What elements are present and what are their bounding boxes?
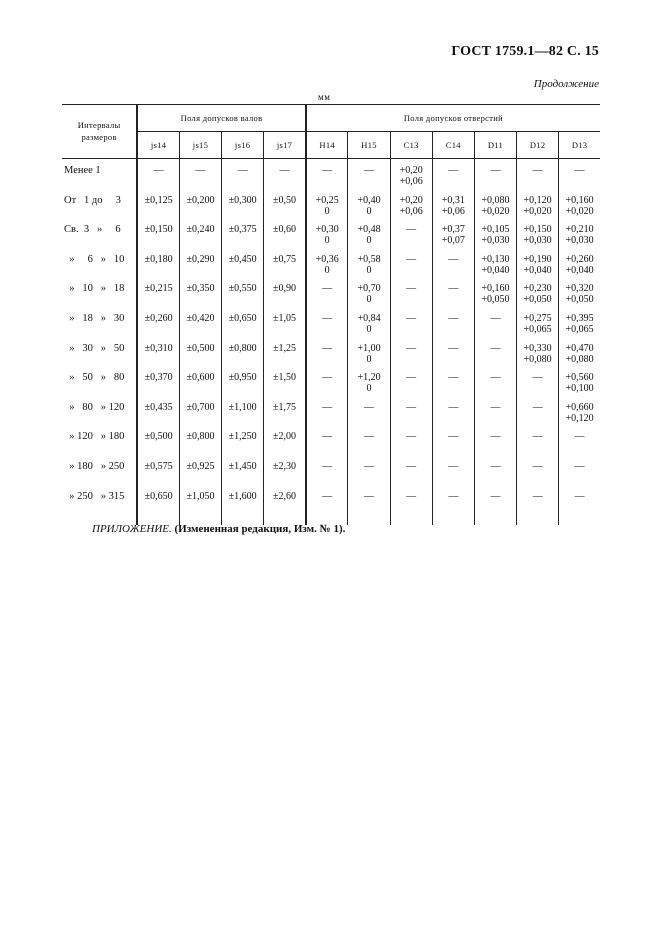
- shaft-tolerance-group-header: Поля допусков валов: [137, 105, 306, 132]
- column-header-js16: js16: [222, 132, 264, 159]
- tolerance-cell-h14: —: [306, 402, 348, 432]
- tolerance-cell-h14: +0,36 0: [306, 254, 348, 284]
- tolerance-cell-d12: +0,275 +0,065: [517, 313, 559, 343]
- tolerance-cell-d12: +0,150 +0,030: [517, 224, 559, 254]
- tolerance-cell-d13: +0,660 +0,120: [565, 401, 594, 424]
- tolerance-cell-d12: —: [517, 491, 559, 525]
- tolerance-cell-d11: —: [474, 461, 516, 491]
- tolerance-cell-h15: +0,70 0: [348, 283, 390, 313]
- tolerance-cell-h14: —: [306, 461, 348, 491]
- tolerance-cell-c14: —: [432, 283, 474, 313]
- tolerance-cell-c13: —: [390, 431, 432, 461]
- tolerance-cell-js16: ±0,375: [222, 224, 264, 254]
- tolerance-cell-js15: ±0,290: [179, 254, 221, 284]
- tolerance-cell-d12: +0,120 +0,020: [517, 195, 559, 225]
- tolerance-cell-c14: —: [432, 313, 474, 343]
- tolerance-cell-c13: +0,20 +0,06: [390, 195, 432, 225]
- tolerance-cell-d12: —: [517, 402, 559, 432]
- column-header-c13: C13: [390, 132, 432, 159]
- tolerance-cell-d12: —: [517, 372, 559, 402]
- tolerance-cell-js15: ±0,200: [179, 195, 221, 225]
- tolerance-cell-d12: —: [517, 461, 559, 491]
- size-interval-cell: » 120 » 180: [62, 431, 137, 461]
- column-header-d11: D11: [474, 132, 516, 159]
- column-header-js17: js17: [264, 132, 306, 159]
- tolerance-cell-js14: ±0,575: [137, 461, 179, 491]
- tolerance-cell-js14: ±0,310: [137, 343, 179, 373]
- tolerance-cell-js14: ±0,435: [137, 402, 179, 432]
- tolerance-cell-c14: +0,37 +0,07: [432, 224, 474, 254]
- tolerance-cell-js16: ±0,800: [222, 343, 264, 373]
- column-header-d13: D13: [559, 132, 600, 159]
- tolerance-cell-d13: +0,210 +0,030: [565, 224, 594, 247]
- size-interval-cell: » 250 » 315: [62, 491, 137, 525]
- continuation-label: Продолжение: [533, 78, 599, 90]
- table-row: [62, 343, 600, 373]
- tolerance-cell-d13: —: [574, 460, 585, 472]
- tolerance-cell-js15: ±0,500: [179, 343, 221, 373]
- tolerance-cell-c13: —: [390, 343, 432, 373]
- page-title: ГОСТ 1759.1—82 С. 15: [451, 44, 599, 59]
- tolerance-cell-js16: ±1,250: [222, 431, 264, 461]
- tolerance-cell-d11: —: [474, 491, 516, 525]
- tolerance-cell-d13: +0,560 +0,100: [565, 372, 594, 395]
- tolerance-cell-c13: —: [390, 224, 432, 254]
- tolerance-cell-js17: ±0,60: [264, 224, 306, 254]
- tolerance-cell-js15: ±0,420: [179, 313, 221, 343]
- tolerance-cell-js15: ±0,240: [179, 224, 221, 254]
- tolerance-cell-js15: ±0,800: [179, 431, 221, 461]
- tolerance-cell-js14: ±0,500: [137, 431, 179, 461]
- tolerance-cell-h15: —: [348, 431, 390, 461]
- tolerance-cell-d13: —: [574, 165, 585, 176]
- tolerance-cell-c13: —: [390, 372, 432, 402]
- column-header-row: [62, 132, 600, 159]
- column-header-h15: H15: [348, 132, 390, 159]
- tolerance-cell-d13: +0,320 +0,050: [565, 283, 594, 306]
- tolerance-cell-h14: —: [306, 159, 348, 195]
- tolerance-cell-c14: —: [432, 254, 474, 284]
- tolerance-cell-h14: —: [306, 431, 348, 461]
- tolerance-cell-js17: ±0,75: [264, 254, 306, 284]
- size-interval-cell: » 30 » 50: [62, 343, 137, 373]
- tolerance-cell-h14: —: [306, 372, 348, 402]
- column-header-js14: js14: [137, 132, 179, 159]
- tolerance-cell-c14: —: [432, 431, 474, 461]
- table-row: [62, 431, 600, 461]
- tolerance-cell-c14: +0,31 +0,06: [432, 195, 474, 225]
- tolerance-cell-c13: —: [390, 402, 432, 432]
- table-row: [62, 159, 600, 195]
- size-interval-cell: » 180 » 250: [62, 461, 137, 491]
- tolerance-cell-c14: —: [432, 491, 474, 525]
- tolerance-cell-js16: ±0,550: [222, 283, 264, 313]
- tolerance-cell-js14: ±0,150: [137, 224, 179, 254]
- column-header-c14: C14: [432, 132, 474, 159]
- size-interval-cell: Св. 3 » 6: [62, 224, 137, 254]
- tolerance-cell-js17: ±1,50: [264, 372, 306, 402]
- tolerance-cell-c13: —: [390, 254, 432, 284]
- tolerance-cell-h15: +0,84 0: [348, 313, 390, 343]
- tolerance-cell-js17: ±2,30: [264, 461, 306, 491]
- tolerance-cell-c14: —: [432, 159, 474, 195]
- tolerance-cell-d11: +0,130 +0,040: [474, 254, 516, 284]
- tolerance-cell-js16: ±0,300: [222, 195, 264, 225]
- tolerance-cell-d11: —: [474, 431, 516, 461]
- tolerance-cell-d11: —: [474, 343, 516, 373]
- tolerance-cell-h15: +1,20 0: [348, 372, 390, 402]
- tolerance-cell-h15: +1,00 0: [348, 343, 390, 373]
- tolerance-cell-d11: —: [474, 313, 516, 343]
- tolerance-cell-d11: +0,160 +0,050: [474, 283, 516, 313]
- tolerance-cell-d11: —: [474, 402, 516, 432]
- tolerance-cell-js17: —: [264, 159, 306, 195]
- column-header-h14: H14: [306, 132, 348, 159]
- tolerance-cell-js16: ±0,650: [222, 313, 264, 343]
- tolerance-cell-c13: —: [390, 491, 432, 525]
- size-interval-cell: » 50 » 80: [62, 372, 137, 402]
- table-row: [62, 195, 600, 225]
- table-row: [62, 402, 600, 432]
- tolerance-cell-js15: ±0,600: [179, 372, 221, 402]
- tolerance-cell-d13: +0,395 +0,065: [565, 312, 594, 335]
- tolerance-cell-js16: ±1,600: [222, 491, 264, 525]
- tolerance-cell-js17: ±0,90: [264, 283, 306, 313]
- tolerance-cell-h15: +0,58 0: [348, 254, 390, 284]
- tolerance-cell-js14: ±0,180: [137, 254, 179, 284]
- tolerance-cell-js16: ±0,450: [222, 254, 264, 284]
- tolerance-cell-c14: —: [432, 372, 474, 402]
- tolerance-cell-h14: +0,25 0: [306, 195, 348, 225]
- table-row: [62, 283, 600, 313]
- tolerance-cell-h14: —: [306, 491, 348, 525]
- tolerance-table: [62, 104, 600, 525]
- tolerance-cell-c13: —: [390, 313, 432, 343]
- size-interval-cell: » 10 » 18: [62, 283, 137, 313]
- tolerance-cell-js14: ±0,650: [137, 491, 179, 525]
- tolerance-cell-js15: ±1,050: [179, 491, 221, 525]
- tolerance-cell-js17: ±1,75: [264, 402, 306, 432]
- size-interval-cell: » 18 » 30: [62, 313, 137, 343]
- tolerance-cell-c13: —: [390, 283, 432, 313]
- tolerance-cell-c14: —: [432, 402, 474, 432]
- tolerance-cell-c13: +0,20 +0,06: [390, 159, 432, 195]
- tolerance-cell-d11: +0,105 +0,030: [474, 224, 516, 254]
- tolerance-cell-js14: ±0,215: [137, 283, 179, 313]
- footer-note: [92, 523, 345, 535]
- tolerance-cell-js17: ±1,25: [264, 343, 306, 373]
- tolerance-cell-c13: —: [390, 461, 432, 491]
- tolerance-cell-c14: —: [432, 343, 474, 373]
- tolerance-cell-js16: ±0,950: [222, 372, 264, 402]
- tolerance-cell-js16: —: [222, 159, 264, 195]
- tolerance-cell-js15: ±0,350: [179, 283, 221, 313]
- tolerance-cell-js14: —: [137, 159, 179, 195]
- tolerance-cell-c14: —: [432, 461, 474, 491]
- tolerance-cell-js15: —: [179, 159, 221, 195]
- tolerance-cell-js16: ±1,450: [222, 461, 264, 491]
- tolerance-cell-js17: ±0,50: [264, 195, 306, 225]
- tolerance-cell-h15: +0,40 0: [348, 195, 390, 225]
- appendix-label: ПРИЛОЖЕНИЕ.: [92, 523, 172, 535]
- tolerance-cell-d13: +0,160 +0,020: [565, 194, 594, 217]
- tolerance-cell-d13: —: [574, 490, 585, 502]
- size-interval-cell: Менее 1: [62, 159, 137, 195]
- table-row: [62, 224, 600, 254]
- table-body: [62, 159, 600, 525]
- table-row: [62, 254, 600, 284]
- tolerance-cell-d11: +0,080 +0,020: [474, 195, 516, 225]
- table-row: [62, 491, 600, 525]
- tolerance-cell-d12: —: [517, 159, 559, 195]
- revision-note: (Измененная редакция, Изм. № 1).: [174, 523, 346, 535]
- table-row: [62, 372, 600, 402]
- tolerance-cell-js17: ±2,00: [264, 431, 306, 461]
- size-interval-cell: » 80 » 120: [62, 402, 137, 432]
- tolerance-cell-h15: —: [348, 159, 390, 195]
- tolerance-cell-js15: ±0,700: [179, 402, 221, 432]
- tolerance-cell-d13: +0,470 +0,080: [565, 342, 594, 365]
- tolerance-cell-d12: —: [517, 431, 559, 461]
- tolerance-cell-js17: ±2,60: [264, 491, 306, 525]
- tolerance-cell-h15: +0,48 0: [348, 224, 390, 254]
- tolerance-cell-d12: +0,190 +0,040: [517, 254, 559, 284]
- tolerance-cell-d11: —: [474, 372, 516, 402]
- tolerance-cell-h14: —: [306, 313, 348, 343]
- tolerance-cell-h15: —: [348, 491, 390, 525]
- tolerance-cell-h14: +0,30 0: [306, 224, 348, 254]
- table-row: [62, 313, 600, 343]
- tolerance-cell-js14: ±0,125: [137, 195, 179, 225]
- tolerance-cell-js16: ±1,100: [222, 402, 264, 432]
- tolerance-cell-d11: —: [474, 159, 516, 195]
- interval-header: Интервалы размеров: [62, 105, 137, 159]
- tolerance-cell-js15: ±0,925: [179, 461, 221, 491]
- tolerance-cell-h15: —: [348, 402, 390, 432]
- tolerance-cell-h14: —: [306, 343, 348, 373]
- size-interval-cell: От 1 до 3: [62, 195, 137, 225]
- tolerance-cell-d12: +0,330 +0,080: [517, 343, 559, 373]
- size-interval-cell: » 6 » 10: [62, 254, 137, 284]
- column-header-d12: D12: [517, 132, 559, 159]
- tolerance-cell-d13: —: [574, 431, 585, 443]
- tolerance-cell-h15: —: [348, 461, 390, 491]
- tolerance-cell-js14: ±0,260: [137, 313, 179, 343]
- tolerance-cell-js17: ±1,05: [264, 313, 306, 343]
- tolerance-cell-d12: +0,230 +0,050: [517, 283, 559, 313]
- table-row: [62, 461, 600, 491]
- tolerance-cell-h14: —: [306, 283, 348, 313]
- tolerance-cell-js14: ±0,370: [137, 372, 179, 402]
- unit-label: мм: [318, 92, 331, 102]
- column-header-js15: js15: [179, 132, 221, 159]
- hole-tolerance-group-header: Поля допусков отверстий: [306, 105, 600, 132]
- tolerance-cell-d13: +0,260 +0,040: [565, 253, 594, 276]
